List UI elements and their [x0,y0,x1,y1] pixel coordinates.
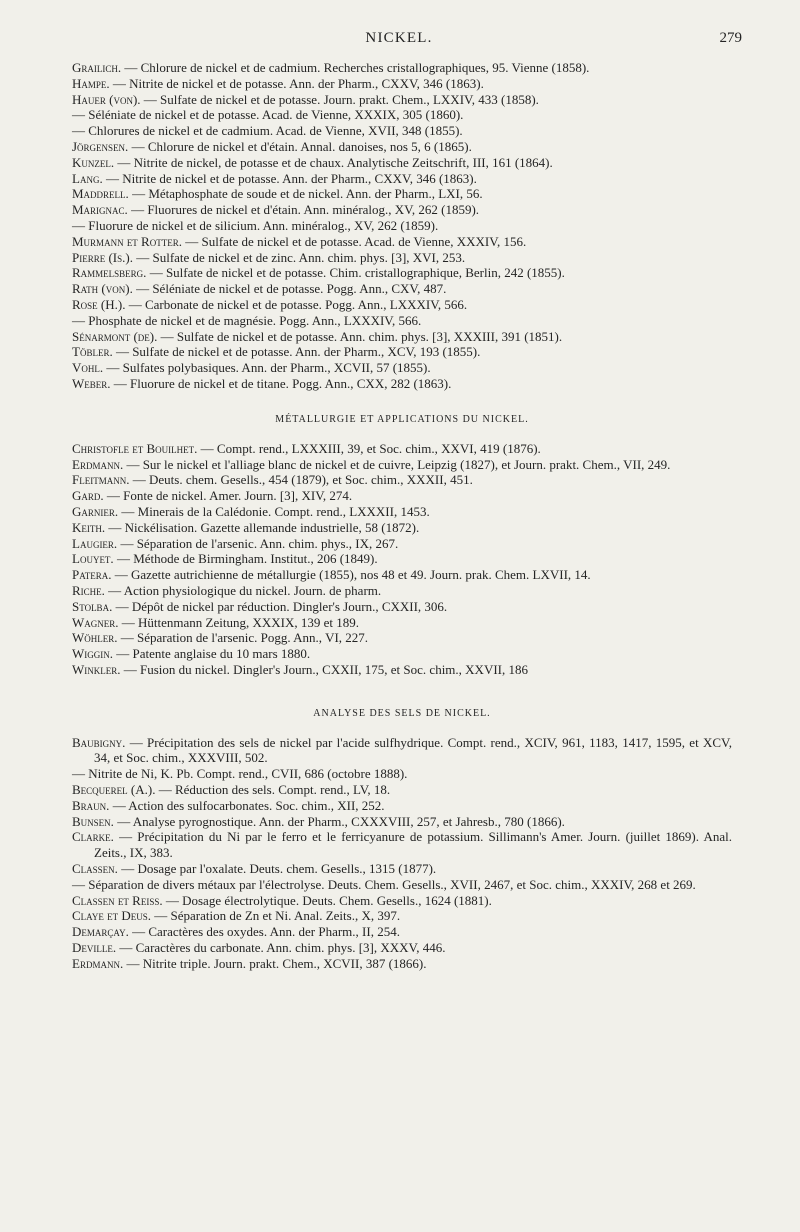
bibliography-entry [72,297,732,313]
entry-text: — Précipitation du Ni par le ferro et le ferricyanure de potassium. Sillimann's Amer. Journ. (juillet 1869). Anal. Zeits., IX, 383. [94,829,732,861]
bibliography-entry [72,504,732,520]
entry-text: — Action physiologique du nickel. Journ. de pharm. [104,582,382,598]
entry-text: — Nitrite triple. Journ. prakt. Chem., XCVII, 387 (1866). [123,955,427,971]
entry-text: — Nitrite de Ni, K. Pb. Compt. rend., CVII, 686 (octobre 1888). [72,766,408,782]
entry-author: Laugier. [72,535,118,551]
entry-text: — Séléniate de nickel et de potasse. Pogg. Ann., CXV, 487. [132,281,447,297]
bibliography-entry [72,155,732,171]
bibliography-entry [72,457,732,473]
bibliography-entry [72,615,732,631]
entry-author: Garnier. [72,503,119,519]
entry-author: Christofle et Bouilhet. [72,440,198,456]
bibliography-entry [72,250,732,266]
section-metallurgy [72,441,732,678]
entry-text: — Séparation de l'arsenic. Pogg. Ann., VI, 227. [117,630,369,646]
entry-author: Hauer (von). [72,91,141,107]
bibliography-entry [72,798,732,814]
entry-author: Wiggin. [72,646,114,662]
bibliography-entry [72,60,732,76]
bibliography-entry [72,782,732,798]
entry-text: — Fluorure de nickel et de silicium. Ann. minéralog., XV, 262 (1859). [72,217,439,233]
entry-text: — Nitrite de nickel et de potasse. Ann. der Pharm., CXXV, 346 (1863). [109,75,484,91]
entry-author: Pierre (Is.). [72,249,133,265]
bibliography-entry [72,472,732,488]
bibliography-entry [72,202,732,218]
entry-text: — Sulfate de nickel et de potasse. Ann. der Pharm., XCV, 193 (1855). [112,344,481,360]
entry-text: — Sulfate de nickel et de potasse. Ann. chim. phys. [3], XXXIII, 391 (1851). [157,328,563,344]
bibliography-entry [72,313,732,329]
bibliography-entry [72,123,732,139]
entry-author: Becquerel (A.). [72,782,156,798]
entry-author: Weber. [72,375,111,391]
bibliography-entry [72,893,732,909]
entry-text: — Deuts. chem. Gesells., 454 (1879), et Soc. chim., XXXII, 451. [129,472,473,488]
bibliography-entry [72,520,732,536]
bibliography-entry [72,735,732,767]
entry-text: — Sulfate de nickel et de potasse. Chim. cristallographique, Berlin, 242 (1855). [146,265,565,281]
entry-author: Braun. [72,797,110,813]
entry-text: — Séparation de Zn et Ni. Anal. Zeits., X, 397. [150,908,401,924]
entry-author: Rose (H.). [72,296,126,312]
bibliography-entry [72,107,732,123]
entry-author: Fleitmann. [72,472,130,488]
bibliography-entry [72,488,732,504]
bibliography-entry [72,139,732,155]
entry-text: — Fonte de nickel. Amer. Journ. [3], XIV, 274. [103,488,353,504]
entry-text: — Dosage électrolytique. Deuts. Chem. Gesells., 1624 (1881). [162,892,492,908]
entry-author: Classen. [72,861,118,877]
entry-text: — Chlorure de nickel et d'étain. Annal. danoises, nos 5, 6 (1865). [128,138,472,154]
entry-text: — Séparation de l'arsenic. Ann. chim. phys., IX, 267. [117,535,399,551]
entry-text: — Nitrite de nickel, de potasse et de chaux. Analytische Zeitschrift, III, 161 (1864). [114,154,553,170]
entry-author: Deville. [72,940,117,956]
entry-author: Vohl. [72,360,104,376]
entry-text: — Sulfate de nickel et de zinc. Ann. chim. phys. [3], XVI, 253. [132,249,466,265]
entry-text: — Méthode de Birmingham. Institut., 206 (1849). [113,551,378,567]
entry-author: Clarke. [72,829,114,845]
bibliography-entry [72,536,732,552]
entry-author: Erdmann. [72,456,124,472]
entry-author: Töbler. [72,344,113,360]
entry-text: — Caractères du carbonate. Ann. chim. phys. [3], XXXV, 446. [116,940,446,956]
bibliography-entry [72,662,732,678]
bibliography-entry [72,908,732,924]
entry-text: — Fusion du nickel. Dingler's Journ., CXXII, 175, et Soc. chim., XXVII, 186 [120,661,528,677]
bibliography-entry [72,956,732,972]
bibliography-entry [72,551,732,567]
bibliography-entry [72,567,732,583]
entry-author: Jörgensen. [72,138,129,154]
entry-author: Rath (von). [72,281,133,297]
entry-author: Winkler. [72,661,121,677]
entry-text: — Gazette autrichienne de métallurgie (1855), nos 48 et 49. Journ. prak. Chem. LXVII, 14. [111,567,591,583]
entry-author: Wagner. [72,614,119,630]
entry-text: — Caractères des oxydes. Ann. der Pharm., II, 254. [128,924,400,940]
entry-author: Erdmann. [72,955,124,971]
section-title-metallurgy: MÉTALLURGIE ET APPLICATIONS DU NICKEL. [275,413,529,425]
section-title-analysis: ANALYSE DES SELS DE NICKEL. [313,707,491,719]
section-analysis [72,735,732,972]
entry-author: Keith. [72,519,106,535]
entry-author: Louyet. [72,551,114,567]
bibliography-entry [72,646,732,662]
entry-text: — Précipitation des sels de nickel par l'acide sulfhydrique. Compt. rend., XCIV, 961, 1183, 1417, 1595, et XCV, 34, et Soc. chim., XXXVIII, 502. [94,734,732,766]
entry-author: Hampe. [72,75,110,91]
entry-text: — Dosage par l'oxalate. Deuts. chem. Gesells., 1315 (1877). [117,861,437,877]
bibliography-entry [72,829,732,861]
entry-text: — Sur le nickel et l'alliage blanc de nickel et de cuivre, Leipzig (1827), et Journ. prakt. Chem., VII, 249. [123,456,671,472]
entry-text: — Sulfates polybasiques. Ann. der Pharm., XCVII, 57 (1855). [103,360,431,376]
bibliography-entry [72,814,732,830]
bibliography-entry [72,940,732,956]
entry-author: Lang. [72,170,103,186]
bibliography-entry [72,376,732,392]
bibliography-entry [72,171,732,187]
bibliography-entry [72,234,732,250]
bibliography-entry [72,599,732,615]
bibliography-entry [72,630,732,646]
running-title: NICKEL. [365,30,433,46]
entry-text: — Action des sulfocarbonates. Soc. chim., XII, 252. [109,797,385,813]
entry-author: Rammelsberg. [72,265,147,281]
entry-author: Demarçay. [72,924,129,940]
entry-author: Kunzel. [72,154,115,170]
entry-text: — Séparation de divers métaux par l'électrolyse. Deuts. Chem. Gesells., XVII, 2467, et Soc. chim., XXXIV, 268 et 269. [72,876,696,892]
entry-author: Murmann et Rotter. [72,233,182,249]
entry-text: — Chlorure de nickel et de cadmium. Recherches cristallographiques, 95. Vienne (1858). [121,60,590,75]
entry-text: — Réduction des sels. Compt. rend., LV, 18. [155,782,391,798]
bibliography-entry [72,861,732,877]
entry-text: — Patente anglaise du 10 mars 1880. [113,646,311,662]
entry-text: — Sulfate de nickel et de potasse. Journ. prakt. Chem., LXXIV, 433 (1858). [140,91,539,107]
entry-author: Stolba. [72,598,113,614]
entry-text: — Séléniate de nickel et de potasse. Acad. de Vienne, XXXIX, 305 (1860). [72,107,464,123]
entry-text: — Fluorures de nickel et d'étain. Ann. minéralog., XV, 262 (1859). [127,202,480,218]
entry-text: — Sulfate de nickel et de potasse. Acad. de Vienne, XXXIV, 156. [181,233,527,249]
entry-text: — Nitrite de nickel et de potasse. Ann. der Pharm., CXXV, 346 (1863). [102,170,477,186]
bibliography-entry [72,441,732,457]
running-header [72,30,742,52]
entry-text: — Métaphosphate de soude et de nickel. Ann. der Pharm., LXI, 56. [128,186,483,202]
entry-text: — Chlorures de nickel et de cadmium. Acad. de Vienne, XVII, 348 (1855). [72,123,463,139]
section-crystallography [72,60,732,392]
entry-author: Sénarmont (de). [72,328,158,344]
bibliography-entry [72,877,732,893]
entry-author: Gard. [72,488,104,504]
entry-author: Bunsen. [72,813,114,829]
entry-text: — Minerais de la Calédonie. Compt. rend., LXXXII, 1453. [118,503,430,519]
bibliography-entry [72,924,732,940]
entry-text: — Phosphate de nickel et de magnésie. Pogg. Ann., LXXXIV, 566. [72,312,422,328]
page-number: 279 [719,30,742,46]
bibliography-entry [72,766,732,782]
entry-author: Patera. [72,567,112,583]
bibliography-entry [72,583,732,599]
entry-text: — Fluorure de nickel et de titane. Pogg. Ann., CXX, 282 (1863). [110,375,452,391]
bibliography-entry [72,360,732,376]
bibliography-entry [72,92,732,108]
entry-text: — Hüttenmann Zeitung, XXXIX, 139 et 189. [118,614,359,630]
entry-author: Riche. [72,582,105,598]
bibliography-entry [72,76,732,92]
entry-text: — Compt. rend., LXXXIII, 39, et Soc. chim., XXVI, 419 (1876). [197,440,541,456]
bibliography-entry [72,218,732,234]
entry-text: — Carbonate de nickel et de potasse. Pogg. Ann., LXXXIV, 566. [125,296,468,312]
entry-author: Maddrell. [72,186,129,202]
bibliography-entry [72,186,732,202]
entry-author: Grailich. [72,60,122,75]
entry-author: Baubigny. [72,734,126,750]
bibliography-entry [72,265,732,281]
entry-text: — Nickélisation. Gazette allemande industrielle, 58 (1872). [105,519,420,535]
entry-author: Marignac. [72,202,128,218]
entry-author: Classen et Reiss. [72,892,163,908]
content [72,60,732,972]
bibliography-entry [72,329,732,345]
bibliography-entry [72,344,732,360]
entry-text: — Dépôt de nickel par réduction. Dingler's Journ., CXXII, 306. [112,598,448,614]
entry-author: Wöhler. [72,630,118,646]
entry-text: — Analyse pyrognostique. Ann. der Pharm., CXXXVIII, 257, et Jahresb., 780 (1866). [113,813,565,829]
bibliography-entry [72,281,732,297]
entry-author: Claye et Deus. [72,908,151,924]
